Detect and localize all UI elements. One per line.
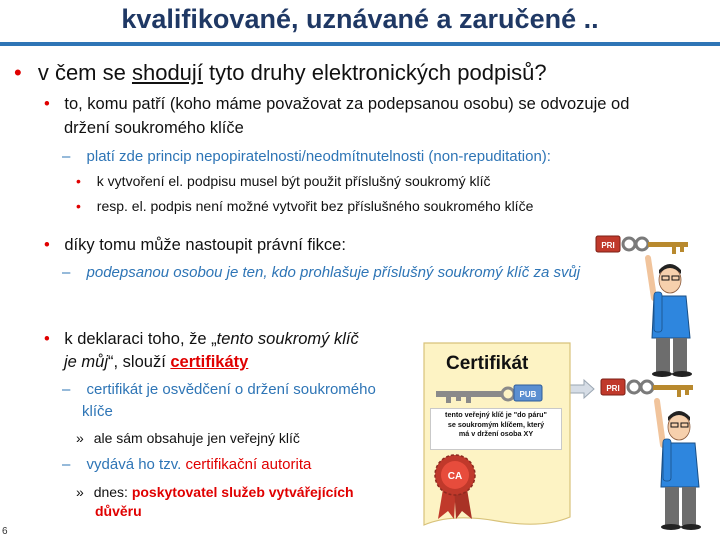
certificate-text-line1: tento veřejný klíč je "do páru" (445, 410, 547, 419)
bullet-2 (44, 236, 346, 255)
bullet-1a-dash (62, 148, 551, 165)
bullet-2-dash (62, 264, 580, 281)
bullet-1a-sub2-text: resp. el. podpis není možné vytvořit bez příslušného soukromého klíče (96, 198, 534, 214)
bullet-1a-dash-text: platí zde princip nepopiratelnosti/neodmítnutelnosti (non-repuditation): (86, 148, 551, 165)
bullet-3-sub1 (76, 430, 300, 446)
bullet-1-pre: v čem se (37, 60, 132, 85)
ca-label: CA (447, 471, 463, 482)
bullet-2-dash-text: podepsanou osobou je ten, kdo prohlašuje příslušný soukromý klíč za svůj (86, 264, 581, 281)
bullet-3-italic1: tento soukromý klíč (216, 330, 359, 348)
certificate-text-box (430, 408, 562, 450)
dash-marker: – (62, 381, 71, 398)
bullet-2-text: díky tomu může nastoupit právní fikce: (64, 236, 346, 254)
bullet-3-dash1 (62, 381, 376, 398)
bullet-3-sub2-pre: dnes: (93, 484, 132, 500)
title-underline (0, 42, 720, 46)
bullet-1a-sub1 (76, 173, 491, 189)
bullet-dot: • (44, 236, 50, 254)
bullet-3-dash1-line2: klíče (82, 403, 113, 420)
private-key-icon (596, 236, 688, 254)
bullet-dot: • (44, 330, 50, 348)
bullet-3-sub1-text: ale sám obsahuje jen veřejný klíč (93, 430, 300, 446)
bullet-3 (44, 330, 359, 349)
slide-title: kvalifikované, uznávané a zaručené .. (121, 4, 599, 34)
certifikaty-link[interactable]: certifikáty (170, 353, 249, 371)
dash-marker: – (62, 456, 71, 473)
certificate-title: Certifikát (446, 353, 529, 374)
bullet-3-line2 (64, 353, 248, 372)
page-number: 6 (2, 526, 8, 537)
bullet-3-dash2 (62, 456, 311, 473)
pri-label: PRI (606, 384, 620, 393)
certificate-text-line3: má v držení osoba XY (458, 429, 534, 438)
bullet-3-italic2: je můj (64, 353, 109, 371)
bullet-dot: • (76, 173, 81, 189)
bullet-dot: • (14, 60, 22, 85)
bullet-3-dash1-line1: certifikát je osvědčení o držení soukromého (86, 381, 376, 398)
bullet-3-sub2 (76, 484, 354, 500)
chevron-marker: » (76, 484, 84, 500)
bullet-3-pre: k deklaraci toho, že „ (64, 330, 217, 348)
dash-marker: – (62, 264, 71, 281)
chevron-marker: » (76, 430, 84, 446)
bullet-3-dash2-pre: vydává ho tzv. (86, 456, 186, 473)
dash-marker: – (62, 148, 71, 165)
bullet-1a-line2: držení soukromého klíče (64, 119, 244, 137)
bullet-3-dash2-red: certifikační autorita (185, 456, 312, 473)
certificate-document (422, 341, 572, 531)
bullet-dot: • (76, 198, 81, 214)
figure-man-with-key-top (592, 228, 702, 378)
bullet-1 (14, 60, 547, 86)
ca-seal-icon (432, 453, 478, 521)
pri-label: PRI (601, 241, 615, 250)
certificate-text-line2: se soukromým klíčem, který (447, 419, 545, 429)
bullet-3-sub2-red2: důvěru (95, 503, 142, 519)
bullet-3-sub2-red1: poskytovatel služeb vytvářejících (131, 484, 354, 500)
bullet-1-post: tyto druhy elektronických podpisů? (202, 60, 547, 85)
bullet-3-mid: “, slouží (108, 353, 171, 371)
bullet-1a-sub2 (76, 198, 533, 214)
bullet-1a-line1: to, komu patří (koho máme považovat za podepsanou osobu) se odvozuje od (64, 95, 630, 113)
bullet-dot: • (44, 95, 50, 113)
private-key-icon (601, 379, 693, 397)
bullet-1a (44, 95, 629, 114)
bullet-1a-sub1-text: k vytvoření el. podpisu musel být použit příslušný soukromý klíč (96, 173, 491, 189)
bullet-1-emphasis: shodují (131, 60, 203, 85)
figure-man-with-key-bottom (597, 375, 715, 535)
pub-label: PUB (519, 390, 537, 399)
public-key-icon (436, 383, 546, 405)
